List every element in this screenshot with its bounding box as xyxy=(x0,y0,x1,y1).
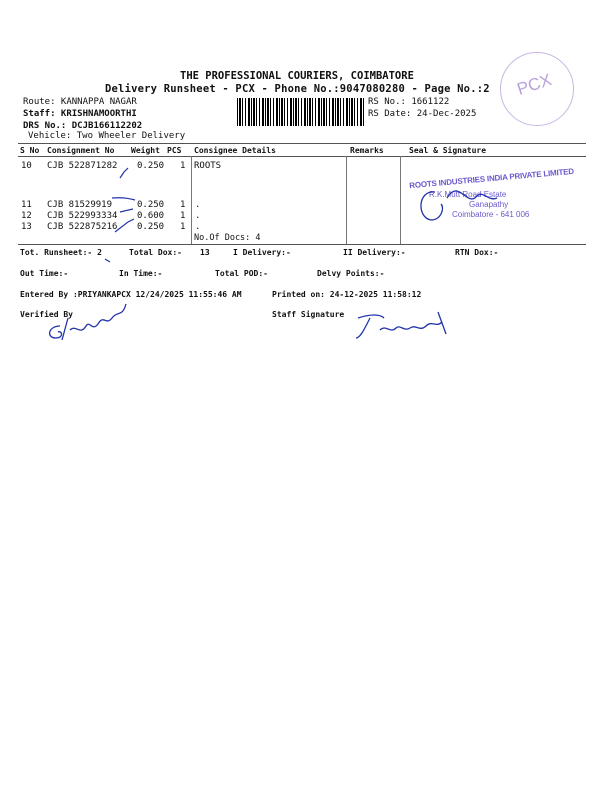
docs-count: No.Of Docs: 4 xyxy=(194,233,261,243)
pen-tick xyxy=(120,209,133,212)
route: Route: KANNAPPA NAGAR xyxy=(23,97,137,107)
row-consignee: ROOTS xyxy=(194,161,222,171)
total-pod: Total POD:- xyxy=(215,269,268,278)
rtn-dox: RTN Dox:- xyxy=(455,248,499,257)
row-consignment: CJB 522993334 xyxy=(47,211,118,221)
delvy-points: Delvy Points:- xyxy=(317,269,385,278)
row-sno: 10 xyxy=(21,161,32,171)
row-consignee: . xyxy=(195,222,201,232)
pen-tick xyxy=(120,168,128,178)
drs-number: DRS No.: DCJB166112202 xyxy=(23,121,143,131)
pen-tick xyxy=(105,259,110,262)
row-weight: 0.250 xyxy=(137,200,165,210)
row-pcs: 1 xyxy=(180,211,186,221)
col-header-pcs: PCS xyxy=(167,146,182,155)
pen-tick xyxy=(115,219,134,232)
tot-runsheet: Tot. Runsheet:- 2 xyxy=(20,248,102,257)
row-weight: 0.250 xyxy=(137,161,165,171)
i-delivery: I Delivery:- xyxy=(233,248,291,257)
document-subtitle: Delivery Runsheet - PCX - Phone No.:9047080280 - Page No.:2 xyxy=(105,83,490,95)
row-pcs: 1 xyxy=(180,200,186,210)
staff: Staff: KRISHNAMOORTHI xyxy=(23,109,137,119)
row-weight: 0.600 xyxy=(137,211,165,221)
row-sno: 11 xyxy=(21,200,32,210)
total-dox-value: 13 xyxy=(200,248,210,257)
row-consignment: CJB 522871282 xyxy=(47,161,118,171)
row-consignment: CJB 522875216 xyxy=(47,222,118,232)
total-dox-label: Total Dox:- xyxy=(129,248,182,257)
row-sno: 13 xyxy=(21,222,32,232)
printed-on: Printed on: 24-12-2025 11:58:12 xyxy=(272,290,422,299)
row-sno: 12 xyxy=(21,211,32,221)
col-header-remarks: Remarks xyxy=(350,146,384,155)
col-header-consignee: Consignee Details xyxy=(194,146,276,155)
seal-line: ROOTS INDUSTRIES INDIA PRIVATE LIMITED xyxy=(408,166,575,191)
row-pcs: 1 xyxy=(180,161,186,171)
col-header-consignment: Consignment No xyxy=(47,146,115,155)
col-header-sno: S No xyxy=(20,146,40,155)
col-header-seal: Seal & Signature xyxy=(409,146,487,155)
seal-line: R.K.Mutt Road Estate xyxy=(429,190,507,199)
seal-line: Coimbatore - 641 006 xyxy=(452,210,530,219)
verified-by: Verified By xyxy=(20,310,73,319)
staff-signature xyxy=(350,308,460,344)
rs-date: RS Date: 24-Dec-2025 xyxy=(368,109,477,119)
vehicle: Vehicle: Two Wheeler Delivery xyxy=(28,131,186,141)
document-title: THE PROFESSIONAL COURIERS, COIMBATORE xyxy=(180,70,414,82)
company-seal xyxy=(407,168,587,238)
staff-signature-label: Staff Signature xyxy=(272,310,345,319)
rs-number: RS No.: 1661122 xyxy=(368,97,450,107)
col-header-weight: Weight xyxy=(131,146,160,155)
entered-by: Entered By :PRIYANKAPCX 12/24/2025 11:55:46 AM xyxy=(20,290,242,299)
row-consignment: CJB 81529919 xyxy=(47,200,113,210)
out-time: Out Time:- xyxy=(20,269,69,278)
ii-delivery: II Delivery:- xyxy=(343,248,406,257)
seal-line: Ganapathy xyxy=(469,200,509,209)
seal-signature xyxy=(407,168,587,238)
row-pcs: 1 xyxy=(180,222,186,232)
pcx-stamp-text: PCX xyxy=(514,70,554,99)
row-weight: 0.250 xyxy=(137,222,165,232)
row-consignee: . xyxy=(195,211,201,221)
in-time: In Time:- xyxy=(119,269,163,278)
row-consignee: . xyxy=(195,200,201,210)
verifier-signature xyxy=(40,296,140,346)
pen-tick xyxy=(112,198,135,200)
